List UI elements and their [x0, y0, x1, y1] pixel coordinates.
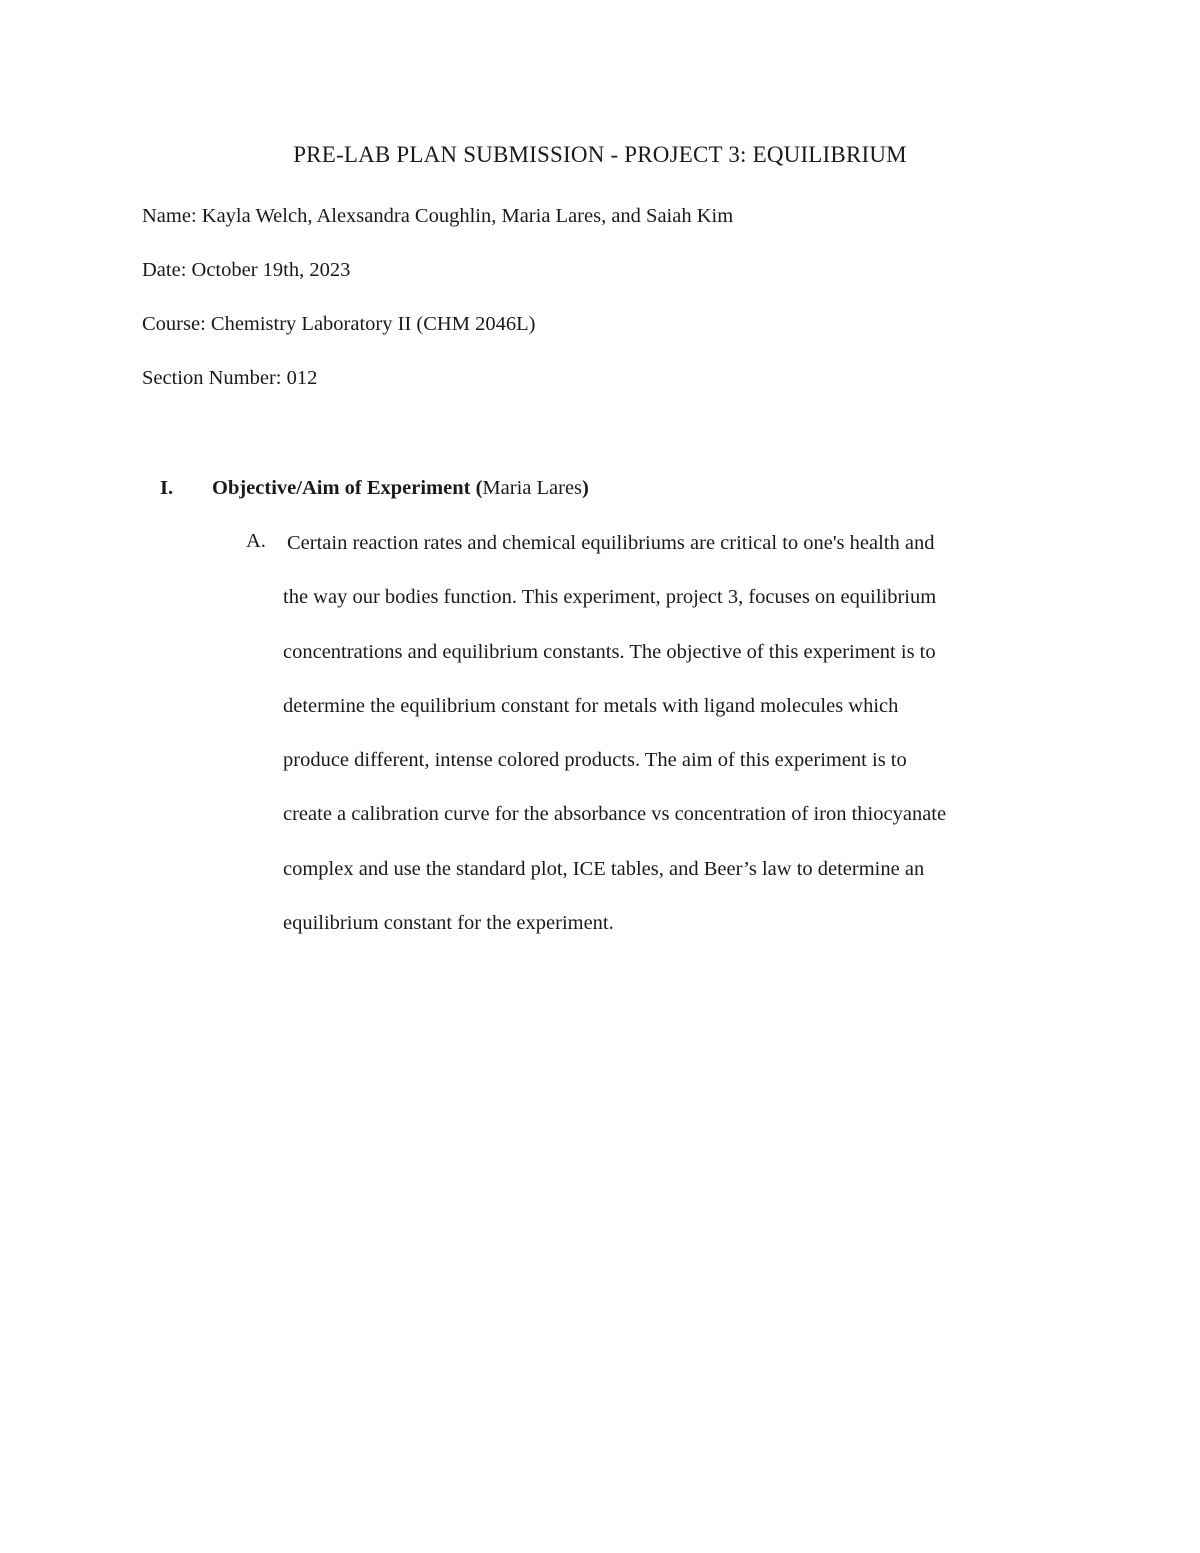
section-author: Maria Lares: [482, 477, 583, 499]
paragraph-line: create a calibration curve for the absorbance vs concentration of iron thiocyanate: [283, 803, 947, 826]
paragraph-line: produce different, intense colored products. The aim of this experiment is to: [283, 749, 907, 772]
section-numeral: I.: [160, 477, 174, 499]
item-letter: A.: [246, 530, 266, 552]
paragraph-line: concentrations and equilibrium constants. The objective of this experiment is to: [283, 640, 936, 663]
paragraph-line: equilibrium constant for the experiment.: [283, 912, 614, 935]
meta-names: Name: Kayla Welch, Alexsandra Coughlin, Maria Lares, and Saiah Kim: [142, 205, 734, 227]
meta-section-number: Section Number: 012: [142, 367, 318, 389]
section-close-paren: ): [582, 477, 589, 499]
section-heading: [160, 477, 589, 500]
section-open-paren: (: [475, 477, 483, 499]
item-paragraph: [283, 530, 1063, 964]
section-title: Objective/Aim of Experiment: [212, 477, 476, 499]
meta-date: Date: October 19th, 2023: [142, 259, 351, 281]
paragraph-line: the way our bodies function. This experiment, project 3, focuses on equilibrium: [283, 586, 937, 609]
paragraph-line: Certain reaction rates and chemical equilibriums are critical to one's health and: [287, 532, 935, 554]
paragraph-line: determine the equilibrium constant for metals with ligand molecules which: [283, 694, 899, 717]
paragraph-line: complex and use the standard plot, ICE tables, and Beer’s law to determine an: [283, 857, 925, 880]
meta-course: Course: Chemistry Laboratory II (CHM 2046L): [142, 313, 536, 335]
document-title: PRE-LAB PLAN SUBMISSION - PROJECT 3: EQUILIBRIUM: [293, 142, 907, 167]
